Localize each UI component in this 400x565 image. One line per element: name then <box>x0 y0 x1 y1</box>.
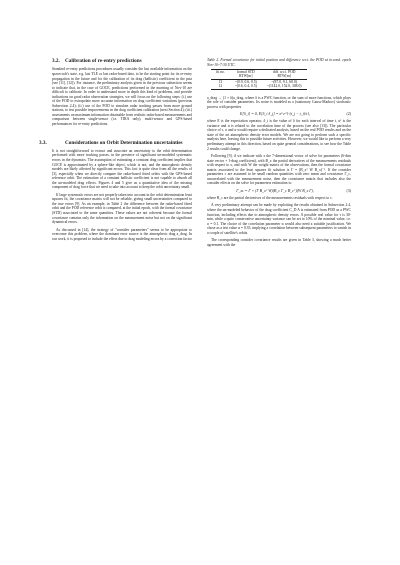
paragraph: If large systematic errors are not properly taken into account in the orbit determination least squares fit, the covariance matrix will not be reliable, giving small uncertainties compared to the true errors [9]. As an example, in Table 2 the difference between the radar-based fitted orbit and the POD reference orbit is compared, at the initial epoch, with the formal covariance (STD) associated to the same quantities. These values are not coherent because the formal covariance contains only the information on the measurement noise but not on the significant dynamical errors. <box>52 192 192 225</box>
section-heading-3-2 <box>52 58 192 64</box>
table-units-cell: RTW[m] <box>262 74 307 79</box>
section-heading-3-3 <box>39 139 192 146</box>
section-number: 3.3. <box>39 139 47 146</box>
paragraph: It is not straightforward to extract and associate an uncertainty to the orbit determination performed with more tracking passes, in the presence of significant un-modeled systematic errors in the dynamics. The assumption of estimating a constant drag coefficient implies that GOCE is approximated by a sphere-like object, which is not, and the atmospheric density models are likely affected by significant errors. This fact is quite clear from all the results of [3], especially when we directly compare the radar-based fitted orbits with the GPS-based reference orbit. The estimation of a constant ballistic coefficient is not capable to absorb all the un-modeled drag effects. Figures 4 and 5 give us a quantitative idea of the missing component of drag force that we need to take into account to keep the orbit uncertainty small. <box>52 148 192 190</box>
section-title: Calibration of re-entry predictions <box>65 58 142 64</box>
table-cell: ~(1142.0, 152.0, 308.0) <box>262 84 307 89</box>
equation-body: Γ_xc = Γ + (Γ B_xᵀ W)(B_c Γ_c B_cᵀ)(W B_x Γ), <box>236 188 314 193</box>
paragraph: where E is the expectation operator, δ_i is the value of δ for each interval of time t, σ² is the variance and α is related to the correlation time of the process (see also [13]). The particular choice of τ, σ and α would require a dedicated analysis, based on the real POD results and on the state of the art atmospheric density error models. We are not going to perform such a specific analysis here, leaving this to possible future activities. However, we would like to perform a very preliminary attempt in this direction, based on quite general considerations, to see how the Table 2 results could change. <box>207 119 351 151</box>
equation-2 <box>207 112 351 116</box>
paragraph: Following [9], if we indicate with x the 7-dimensional vector of solve for parameters (6-dim state vector + 1-drag coefficient), with B_x the partial derivatives of the measurements residuals with respect to x, and with W the weight matrix of the observations, then the formal covariance matrix associated to the least squares fit solution is Γ = (B_xᵀ W B_x)⁻¹. If the consider parameters c are assumed to be small random quantities with zero mean and covariance Γ_c, uncorrelated with the measurement noise, then the covariance matrix that includes also the consider effects on the solve for parameters estimation is: <box>207 154 351 186</box>
paragraph: Standard re-entry predictions procedures usually consider the last available information on the spacecraft's state, e.g. last TLE or last radar-based data, to be the starting point for its re-entry propagation in the future and for the calibration of its drag (ballistic) coefficient in the past (see [11], [12]). For instance, the preliminary analysis given in the previous subsection seems to indicate that, in the case of GOCE, predictions performed in the morning of Nov-10 are difficult to calibrate. In order to understand more in depth this kind of problems, and provide indications on good radar observation strategies, we will focus on the following steps: (i.) use of the POD to extrapolate more accurate information on drag coefficient variations (previous Subsection 2.4); (ii.) use of the POD to simulate radar tracking passes from more ground stations, to test possible improvements in the drag coefficient calibration (next Section 4); (iii.) assessments on maximum information obtainable from realistic radar-based measurements and comparison between single-sensor (i.e. TIRA only), multi-sensor and GPS-based performances for re-entry predictions. <box>52 67 192 126</box>
table-cell: ~(0.6, 0.4, 0.5) <box>230 84 262 89</box>
paragraph: A very preliminary attempt can be made by exploiting the results obtained in Subsection 2.4, where the un-modeled behavior of the drag coefficient C_D A is estimated from POD as a PWC function, including effects due to atmospheric density errors. A possible real value for τ is 30-min, while a quite conservative uncertainty variance can be set to 10% of the nominal value, i.e. σ = 0.1. The choice of the correlation parameter α would also need a suitable justification. We chose as a test value α = 0.35, implying a correlation between subsequent parameters to vanish in a couple of satellite's orbits. <box>207 203 351 235</box>
table-caption: Table 2. Formal covariance for initial position and difference w.r.t. the POD at in.cond. epoch Nov-10~7:30 UTC. <box>207 58 351 67</box>
paragraph: As discussed in [14], the strategy of "consider parameters" seems to be appropriate to overcome this problem, where the dominant error source is the atmospheric drag a_drag. In our work, it is proposed to include the effect due to drag modeling errors by a correction factor <box>52 227 192 241</box>
right-column <box>207 58 351 250</box>
section-number: 3.2. <box>52 58 60 64</box>
paragraph: a_drag → (1 + δ)a_drag, where δ is a PWC function, or the sum of more functions, which plays the role of consider parameters. Its noise is modeled as a (stationary Gauss-Markov) stochastic process with properties <box>207 95 351 109</box>
left-column <box>39 58 192 244</box>
paragraph: The corresponding consider covariance results are given in Table 3, showing a much better agreement with the <box>207 238 351 247</box>
table-cell: 12 <box>211 84 230 89</box>
section-title: Considerations on Orbit Determination uncertainties <box>65 139 183 146</box>
paragraph: where B_c are the partial derivatives of the measurements residuals with respect to c. <box>207 195 333 200</box>
table-cell: ~(0.9, 0.6, 0.5) <box>234 79 257 84</box>
table-units-cell: RTW[m] <box>230 74 262 79</box>
equation-number: (2) <box>346 112 351 117</box>
equation-3 <box>207 189 351 193</box>
table-header-cell: diff. w.r.t. POD <box>262 70 307 75</box>
table-row <box>211 84 307 89</box>
equation-number: (3) <box>346 188 351 193</box>
equation-body: E[δ_i] = 0, E[δ_i δ_j] = σ² e^{-(t_j − t_i)/τ}, <box>240 112 310 117</box>
table-header-cell: formal STD <box>230 70 262 75</box>
table-cell: ~(87.0, 9.1, 60.0) <box>271 79 297 84</box>
covariance-table <box>211 69 307 90</box>
table-header-cell: fit no. <box>211 70 230 75</box>
table-cell: 13 <box>218 79 223 84</box>
